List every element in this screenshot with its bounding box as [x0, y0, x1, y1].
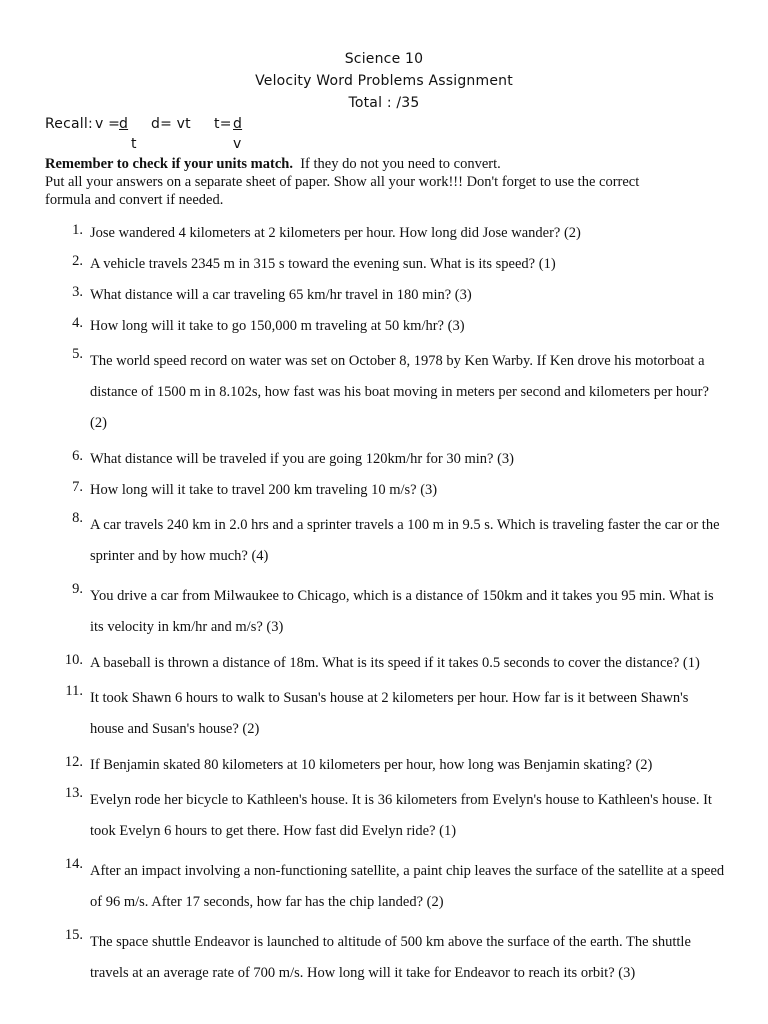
- velocity-denominator: t: [131, 136, 137, 152]
- problem-item: [45, 652, 725, 674]
- problem-item: [45, 927, 725, 989]
- course-title: Science 10: [344, 51, 424, 67]
- distance-formula: d= vt: [151, 116, 191, 132]
- problem-text: The world speed record on water was set on October 8, 1978 by Ken Warby. If Ken drove his motorboat a distance of 1500 m in 8.102s, how fast was his boat moving in meters per second and kilometers per hour? (2): [90, 353, 709, 431]
- problem-item: [45, 284, 725, 306]
- document-header: [0, 48, 768, 114]
- recall-label: Recall:: [45, 116, 93, 132]
- problem-number: 4.: [72, 315, 83, 331]
- problem-text: Jose wandered 4 kilometers at 2 kilometers per hour. How long did Jose wander? (2): [90, 225, 581, 241]
- problem-item: [45, 683, 725, 745]
- answer-instructions: Put all your answers on a separate sheet of paper. Show all your work!!! Don't forget to use the correct: [45, 174, 640, 190]
- problem-text: Evelyn rode her bicycle to Kathleen's house. It is 36 kilometers from Evelyn's house to Kathleen's house. It took Evelyn 6 hours to get there. How fast did Evelyn ride? (1): [90, 792, 712, 839]
- problem-number: 10.: [64, 652, 83, 668]
- problem-item: [45, 315, 725, 337]
- recall-formulas: [45, 114, 345, 154]
- instructions: [45, 155, 735, 209]
- formula-note: formula and convert if needed.: [45, 192, 224, 208]
- problem-text: It took Shawn 6 hours to walk to Susan's house at 2 kilometers per hour. How far is it between Shawn's house and Susan's house? (2): [90, 690, 689, 737]
- problem-number: 1.: [72, 222, 83, 238]
- assignment-title: Velocity Word Problems Assignment: [255, 73, 513, 89]
- total-marks: Total : /35: [348, 95, 420, 111]
- problem-text: The space shuttle Endeavor is launched to altitude of 500 km above the surface of the earth. The shuttle travels at an average rate of 700 m/s. How long will it take for Endeavor to reach its orbit? (3): [90, 934, 691, 981]
- problem-text: What distance will be traveled if you are going 120km/hr for 30 min? (3): [90, 451, 514, 467]
- problem-item: [45, 253, 725, 275]
- problem-number: 15.: [64, 927, 83, 943]
- problem-item: [45, 785, 725, 847]
- velocity-numerator: d: [119, 116, 129, 132]
- time-denominator: v: [233, 136, 242, 152]
- problem-text: A car travels 240 km in 2.0 hrs and a sprinter travels a 100 m in 9.5 s. Which is traveling faster the car or the sprinter and by how much? (4): [90, 517, 720, 564]
- time-numerator: d: [233, 116, 243, 132]
- problem-number: 11.: [65, 683, 83, 699]
- problem-text: How long will it take to travel 200 km traveling 10 m/s? (3): [90, 482, 438, 498]
- time-lhs: t=: [214, 116, 232, 132]
- problem-text: You drive a car from Milwaukee to Chicago, which is a distance of 150km and it takes you 95 min. What is its velocity in km/hr and m/s? (3): [90, 588, 714, 635]
- problem-item: [45, 856, 725, 918]
- problem-item: [45, 581, 725, 643]
- problem-number: 8.: [72, 510, 83, 526]
- problem-text: How long will it take to go 150,000 m traveling at 50 km/hr? (3): [90, 318, 465, 334]
- problem-text: A baseball is thrown a distance of 18m. What is its speed if it takes 0.5 seconds to cover the distance? (1): [90, 655, 700, 671]
- problem-item: [45, 448, 725, 470]
- problem-number: 3.: [72, 284, 83, 300]
- problem-text: What distance will a car traveling 65 km/hr travel in 180 min? (3): [90, 287, 472, 303]
- problem-number: 5.: [72, 346, 83, 362]
- problem-number: 12.: [64, 754, 83, 770]
- convert-note: If they do not you need to convert.: [300, 156, 501, 172]
- problem-text: A vehicle travels 2345 m in 315 s toward the evening sun. What is its speed? (1): [90, 256, 556, 272]
- problem-number: 2.: [72, 253, 83, 269]
- problem-item: [45, 346, 725, 439]
- problem-number: 6.: [72, 448, 83, 464]
- problem-text: If Benjamin skated 80 kilometers at 10 kilometers per hour, how long was Benjamin skating? (2): [90, 757, 653, 773]
- problem-text: After an impact involving a non-functioning satellite, a paint chip leaves the surface of the satellite at a speed of 96 m/s. After 17 seconds, how far has the chip landed? (2): [90, 863, 725, 910]
- problem-number: 7.: [72, 479, 83, 495]
- problem-number: 9.: [72, 581, 83, 597]
- problem-item: [45, 510, 725, 572]
- problem-number: 13.: [64, 785, 83, 801]
- units-reminder: Remember to check if your units match.: [45, 156, 293, 172]
- problem-item: [45, 479, 725, 501]
- problem-number: 14.: [64, 856, 83, 872]
- problem-item: [45, 754, 725, 776]
- problem-item: [45, 222, 725, 244]
- problem-list: [45, 222, 725, 998]
- velocity-lhs: v =: [95, 116, 121, 132]
